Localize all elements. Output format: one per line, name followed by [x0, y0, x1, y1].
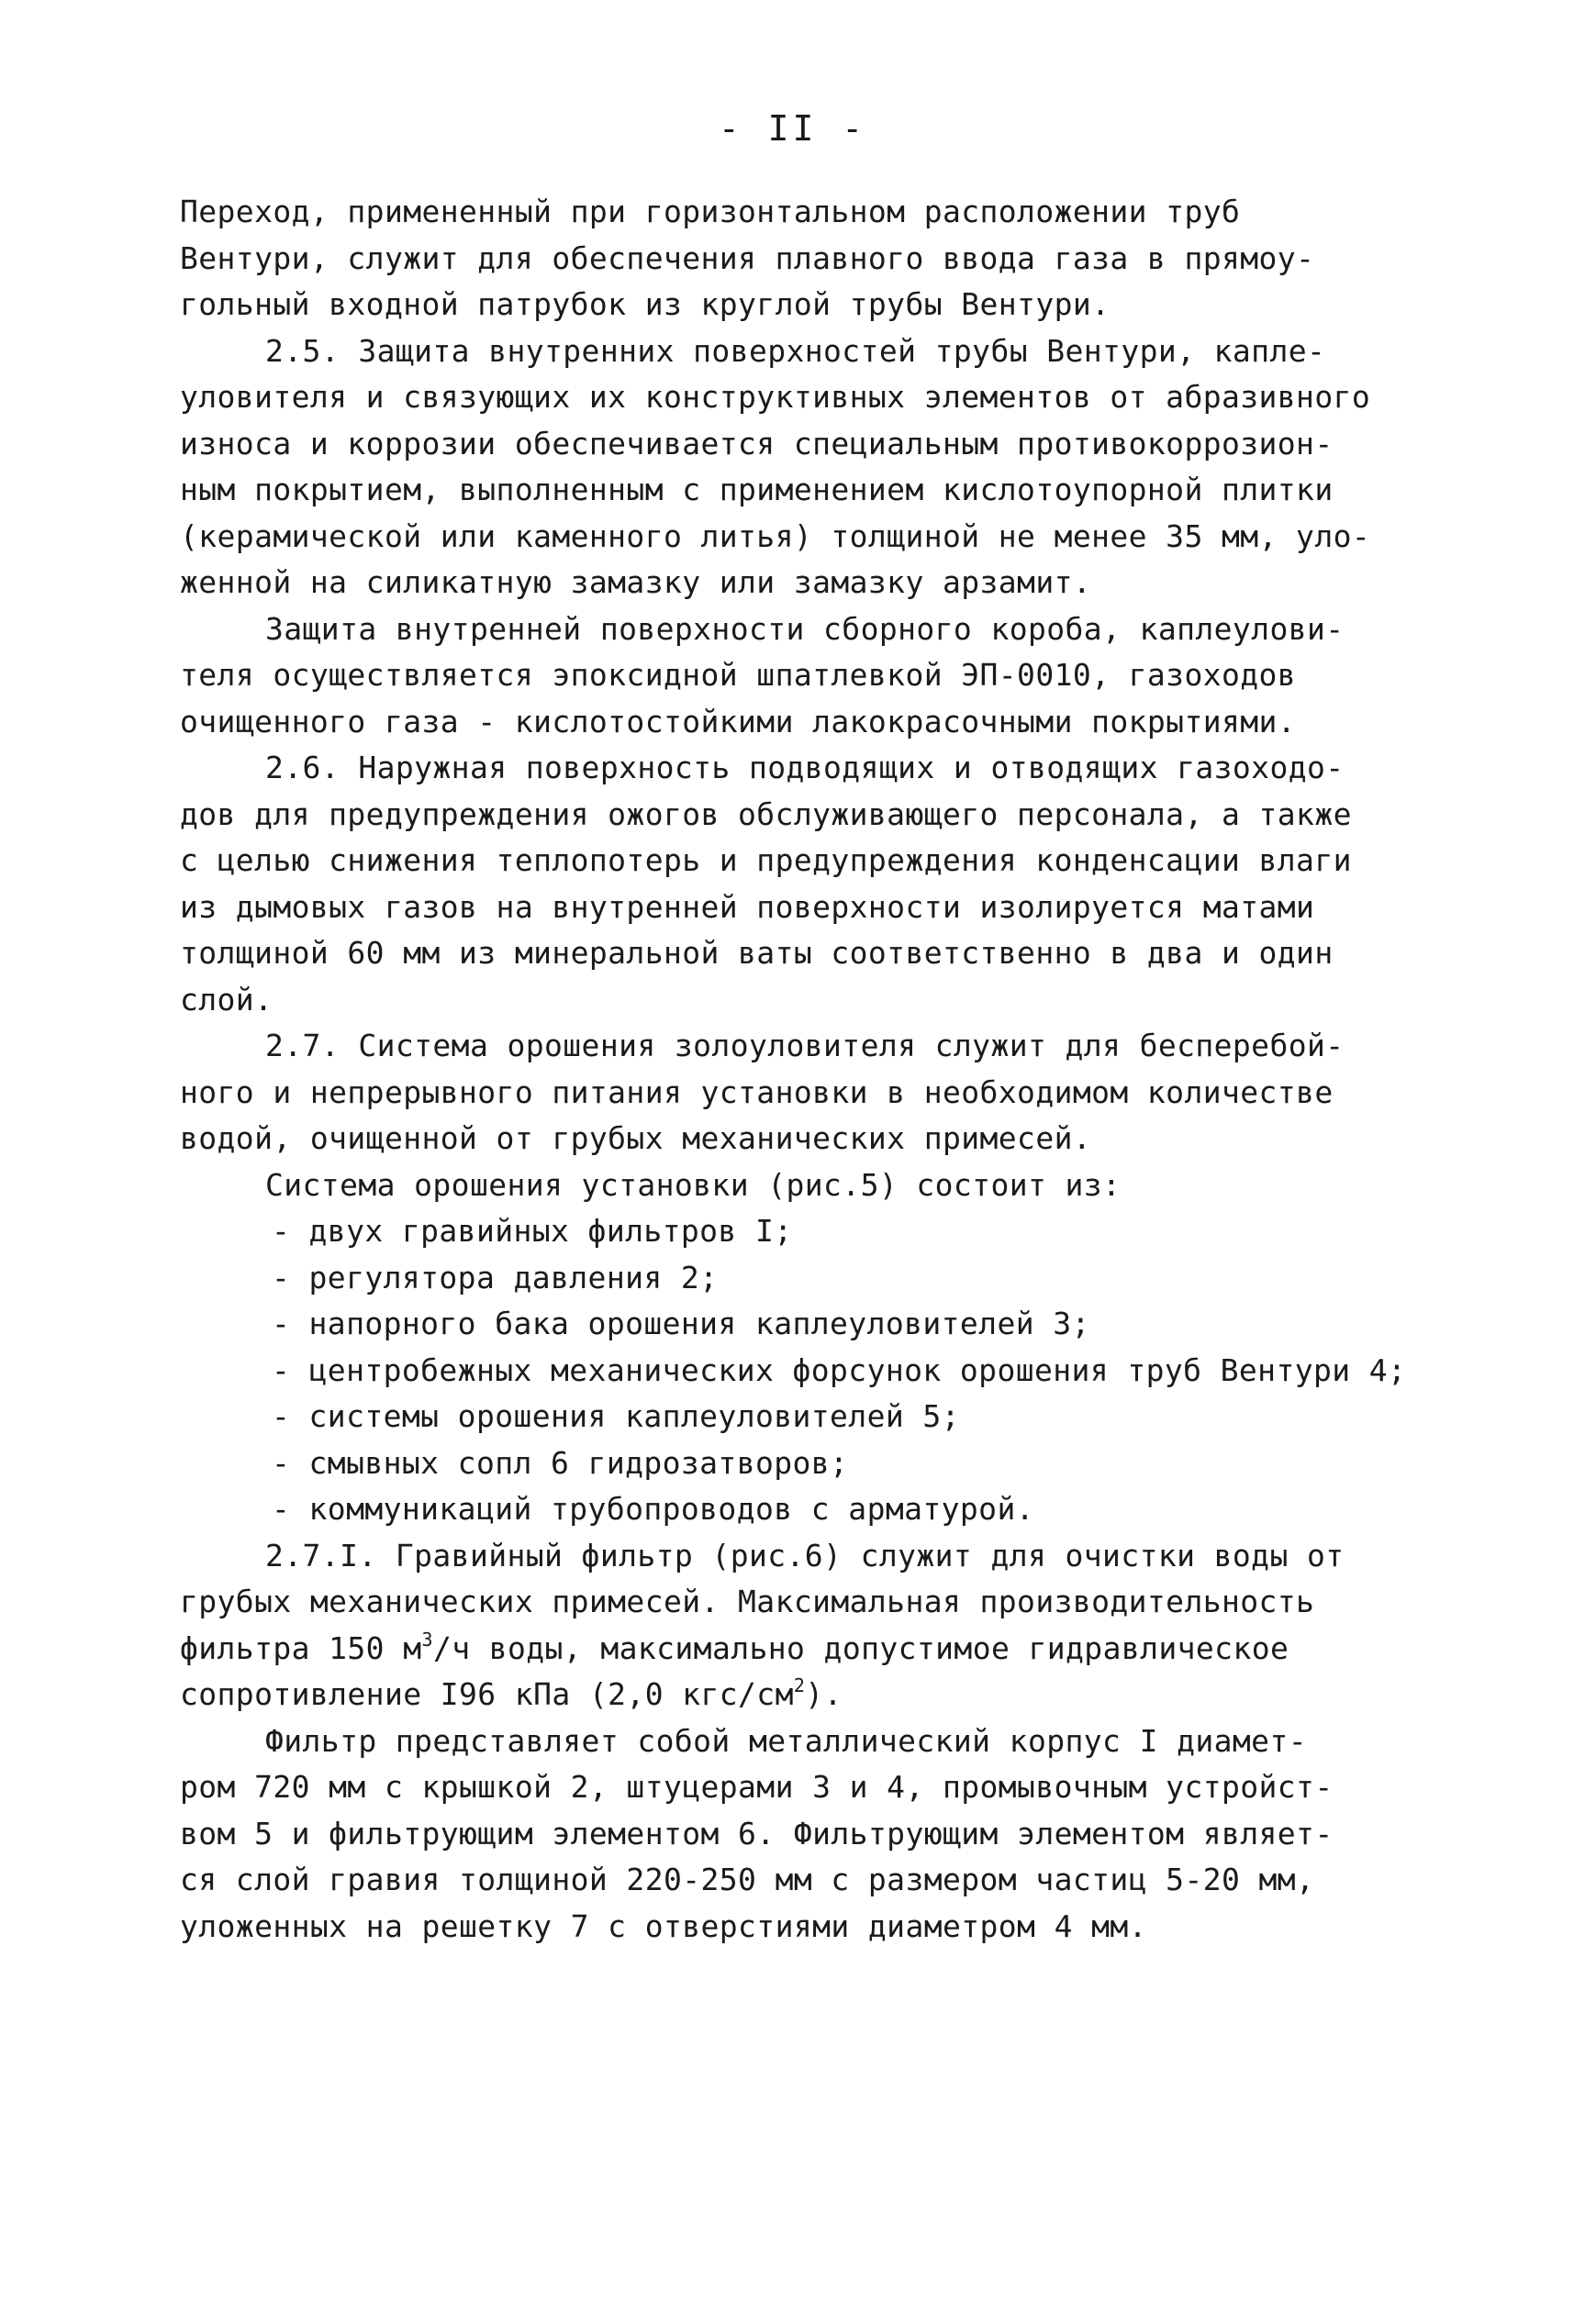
- text-line: 2.6. Наружная поверхность подводящих и отводящих газоходо-: [265, 750, 1345, 785]
- text-line: ся слой гравия толщиной 220-250 мм с размером частиц 5-20 мм,: [180, 1862, 1315, 1897]
- text-line: уложенных на решетку 7 с отверстиями диаметром 4 мм.: [180, 1907, 1147, 1944]
- text-line: Защита внутренней поверхности сборного короба, каплеулови-: [265, 610, 1345, 647]
- text-line: Вентури, служит для обеспечения плавного ввода газа в прямоу-: [180, 239, 1315, 276]
- text-line: - смывных сопл 6 гидрозатворов;: [272, 1444, 849, 1481]
- text-line: дов для предупреждения ожогов обслуживающего персонала, а также: [180, 795, 1352, 832]
- text-line: - регулятора давления 2;: [272, 1259, 719, 1295]
- text-fragment: сопротивление I96 кПа (2,0 кгс/см: [180, 1676, 794, 1712]
- text-line: вом 5 и фильтрующим элементом 6. Фильтрующим элементом являет-: [180, 1815, 1334, 1851]
- text-line: очищенного газа - кислотостойкими лакокрасочными покрытиями.: [180, 703, 1297, 739]
- paragraph-lines-tail: [180, 1718, 1410, 1951]
- text-line: уловителя и связующих их конструктивных элементов от абразивного: [180, 379, 1371, 415]
- text-line: 2.7.I. Гравийный фильтр (рис.6) служит для очистки воды от: [265, 1537, 1345, 1573]
- text-line: - двух гравийных фильтров I;: [272, 1213, 793, 1249]
- text-line: 2.5. Защита внутренних поверхностей трубы Вентури, капле-: [265, 332, 1326, 369]
- page-number: - II -: [718, 108, 867, 149]
- superscript: 3: [421, 1628, 433, 1651]
- paragraph-lines-main: [180, 189, 1410, 1626]
- text-line: Фильтр представляет собой металлический корпус I диамет-: [265, 1722, 1307, 1759]
- text-line: - напорного бака орошения каплеуловителей 3;: [272, 1306, 1090, 1341]
- text-line: водой, очищенной от грубых механических примесей.: [180, 1120, 1092, 1156]
- text-line: - коммуникаций трубопроводов с арматурой.: [272, 1491, 1034, 1527]
- superscript: 2: [793, 1674, 806, 1696]
- text-line: Переход, примененный при горизонтальном расположении труб: [180, 194, 1241, 229]
- text-line-flow-rate: [180, 1626, 1410, 1673]
- text-line: Система орошения установки (рис.5) состоит из:: [265, 1166, 1122, 1203]
- text-line: теля осуществляется эпоксидной шпатлевкой ЭП-0010, газоходов: [180, 657, 1297, 693]
- text-line: ром 720 мм с крышкой 2, штуцерами 3 и 4, промывочным устройст-: [180, 1769, 1334, 1805]
- text-line: толщиной 60 мм из минеральной ваты соответственно в два и один: [180, 935, 1334, 971]
- text-line: - системы орошения каплеуловителей 5;: [272, 1398, 960, 1434]
- text-line: 2.7. Система орошения золоуловителя служит для бесперебой-: [265, 1028, 1345, 1063]
- text-line: женной на силикатную замазку или замазку арзамит.: [180, 564, 1092, 600]
- text-line: с целью снижения теплопотерь и предупреждения конденсации влаги: [180, 842, 1352, 878]
- text-fragment: фильтра 150 м: [180, 1629, 422, 1666]
- text-line: грубых механических примесей. Максимальная производительность: [180, 1584, 1315, 1619]
- text-line: износа и коррозии обеспечивается специальным противокоррозион-: [180, 425, 1334, 461]
- text-line: - центробежных механических форсунок орошения труб Вентури 4;: [272, 1351, 1407, 1388]
- text-line: ным покрытием, выполненным с применением кислотоупорной плитки: [180, 472, 1334, 507]
- text-line: из дымовых газов на внутренней поверхности изолируется матами: [180, 888, 1315, 925]
- text-fragment: ).: [805, 1676, 843, 1712]
- text-fragment: /ч воды, максимально допустимое гидравлическое: [432, 1629, 1289, 1666]
- text-line: (керамической или каменного литья) толщиной не менее 35 мм, уло-: [180, 517, 1371, 554]
- text-line: ного и непрерывного питания установки в необходимом количестве: [180, 1073, 1334, 1110]
- body-text: [180, 189, 1410, 1950]
- text-line-resistance: [180, 1672, 1410, 1718]
- text-line: слой.: [180, 981, 273, 1017]
- text-line: гольный входной патрубок из круглой трубы Вентури.: [180, 286, 1111, 322]
